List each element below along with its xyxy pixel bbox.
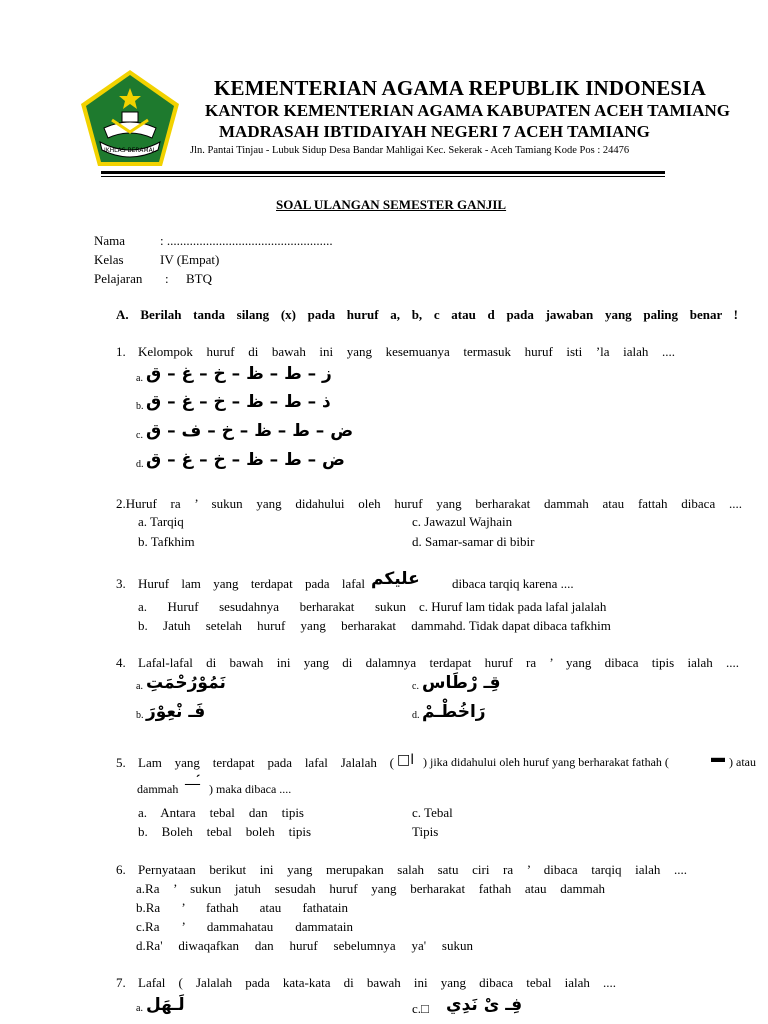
instruction: A. Berilah tanda silang (x) pada huruf a, b, c atau d pada jawaban yang paling benar !: [116, 307, 738, 322]
sep-pelajaran: :: [165, 271, 169, 286]
q4-text: Lafal-lafal di bawah ini yang di dalamnya terdapat huruf ra ’ yang dibaca tipis ialah ....: [138, 655, 739, 670]
q3-text-part1: Huruf lam yang terdapat pada lafal: [138, 576, 365, 591]
q1-option-b-arabic: ذ – ط – ظ – خ – غ – ق: [146, 392, 331, 412]
q7-option-c-label: c.□: [412, 1001, 429, 1016]
q2-option-c: c. Jawazul Wajhain: [412, 514, 513, 529]
q5-dammah-mark: —́: [185, 776, 200, 792]
q1-option-c-arabic: ض – ط – ظ – خ – ف – ق: [146, 421, 354, 441]
q2-text: 2.Huruf ra ’ sukun yang didahului oleh huruf yang berharakat dammah atau fattah dibaca ....: [116, 496, 742, 511]
label-pelajaran: Pelajaran: [94, 271, 143, 286]
header-rule-thin: [101, 176, 665, 177]
q7-option-a-arabic: لَـهَل: [146, 995, 185, 1015]
value-kelas: IV (Empat): [160, 252, 220, 267]
q7-number: 7.: [116, 975, 126, 990]
header-rule-thick: [101, 171, 665, 174]
q3-text-part2: dibaca tarqiq karena ....: [452, 576, 574, 591]
q2-option-d: d. Samar-samar di bibir: [412, 534, 535, 549]
q4-option-d-arabic: رَاخُطْـمْ: [422, 702, 486, 722]
header-address: Jln. Pantai Tinjau - Lubuk Sidup Desa Bandar Mahligai Kec. Sekerak - Aceh Tamiang Kode Pos : 24476: [190, 145, 630, 156]
q4-number: 4.: [116, 655, 126, 670]
q6-option-b: b.Ra ’ fathah atau fathatain: [136, 900, 348, 915]
q3-option-b: b. Jatuh setelah huruf yang berharakat dammah: [138, 618, 456, 633]
q1-text: Kelompok huruf di bawah ini yang kesemuanya termasuk huruf isti ’la ialah ....: [138, 344, 675, 359]
q4-option-a-label: a.: [136, 681, 143, 692]
q6-text: Pernyataan berikut ini yang merupakan salah satu ciri ra ’ dibaca tarqiq ialah ....: [138, 862, 687, 877]
q1-option-a-arabic: ز – ط – ظ – خ – غ – ق: [146, 364, 332, 384]
q4-option-b-label: b.: [136, 710, 144, 721]
q6-option-a: a.Ra ’ sukun jatuh sesudah huruf yang berharakat fathah atau dammah: [136, 881, 605, 896]
q5-text-line2: dammah: [137, 782, 179, 796]
header-ministry: KEMENTERIAN AGAMA REPUBLIK INDONESIA: [214, 76, 707, 100]
q6-number: 6.: [116, 862, 126, 877]
q2-option-b: b. Tafkhim: [138, 534, 195, 549]
q4-option-b-arabic: فَـ نْعِوْرَ: [146, 702, 206, 722]
value-pelajaran: BTQ: [186, 271, 212, 286]
q6-option-c: c.Ra ’ dammahatau dammatain: [136, 919, 353, 934]
q5-option-c: c. Tebal: [412, 805, 453, 820]
q5-text-line2b: ) maka dibaca ....: [209, 782, 292, 796]
ministry-logo: [78, 68, 182, 170]
q3-option-c: c. Huruf lam tidak pada lafal jalalah: [419, 599, 607, 614]
q2-option-a: a. Tarqiq: [138, 514, 184, 529]
logo-motto: IKHLAS BERAMAL: [103, 147, 157, 154]
q5-text-part2: ) jika didahului oleh huruf yang berharakat fathah (: [423, 755, 669, 769]
q4-option-d-label: d.: [412, 710, 420, 721]
q1-option-d-arabic: ض – ط – ظ – خ – غ – ق: [146, 450, 345, 470]
q7-option-a-label: a.: [136, 1003, 143, 1014]
q4-option-c-arabic: قِـ رْطَاس: [422, 673, 501, 693]
q3-number: 3.: [116, 576, 126, 591]
q4-option-c-label: c.: [412, 681, 419, 692]
q3-arabic-word: عليكم: [371, 569, 420, 589]
q5-option-a: a. Antara tebal dan tipis: [138, 805, 304, 820]
label-nama: Nama: [94, 233, 126, 248]
q5-fathah-mark: ▬: [711, 751, 725, 766]
q4-option-a-arabic: نَمُوْرُحْمَتِ: [146, 673, 226, 693]
q5-jalalah-glyph: □ا: [397, 752, 415, 768]
q5-text-part3: ) atau: [729, 755, 756, 769]
q1-option-a-label: a.: [136, 373, 143, 384]
q6-option-d: d.Ra' diwaqafkan dan huruf sebelumnya ya' sukun: [136, 938, 473, 953]
label-kelas: Kelas: [94, 252, 124, 267]
exam-title: SOAL ULANGAN SEMESTER GANJIL: [276, 197, 507, 212]
q1-option-c-label: c.: [136, 430, 143, 441]
value-nama: : ...................................................: [160, 233, 333, 248]
q5-option-d: Tipis: [412, 824, 439, 839]
q5-number: 5.: [116, 755, 126, 770]
q1-option-b-label: b.: [136, 401, 144, 412]
q5-text-part1: Lam yang terdapat pada lafal Jalalah (: [138, 755, 394, 770]
q3-option-a: a. Huruf sesudahnya berharakat sukun: [138, 599, 406, 614]
header-office: KANTOR KEMENTERIAN AGAMA KABUPATEN ACEH TAMIANG: [205, 101, 730, 120]
q1-option-d-label: d.: [136, 459, 144, 470]
q1-number: 1.: [116, 344, 126, 359]
q3-option-d: d. Tidak dapat dibaca tafkhim: [456, 618, 611, 633]
header-school: MADRASAH IBTIDAIYAH NEGERI 7 ACEH TAMIANG: [219, 122, 650, 141]
q5-option-b: b. Boleh tebal boleh tipis: [138, 824, 311, 839]
q7-text: Lafal ( Jalalah pada kata-kata di bawah ini yang dibaca tebal ialah ....: [138, 975, 616, 990]
q7-option-c-arabic: فِـ ىْ نَدِي: [446, 995, 523, 1015]
